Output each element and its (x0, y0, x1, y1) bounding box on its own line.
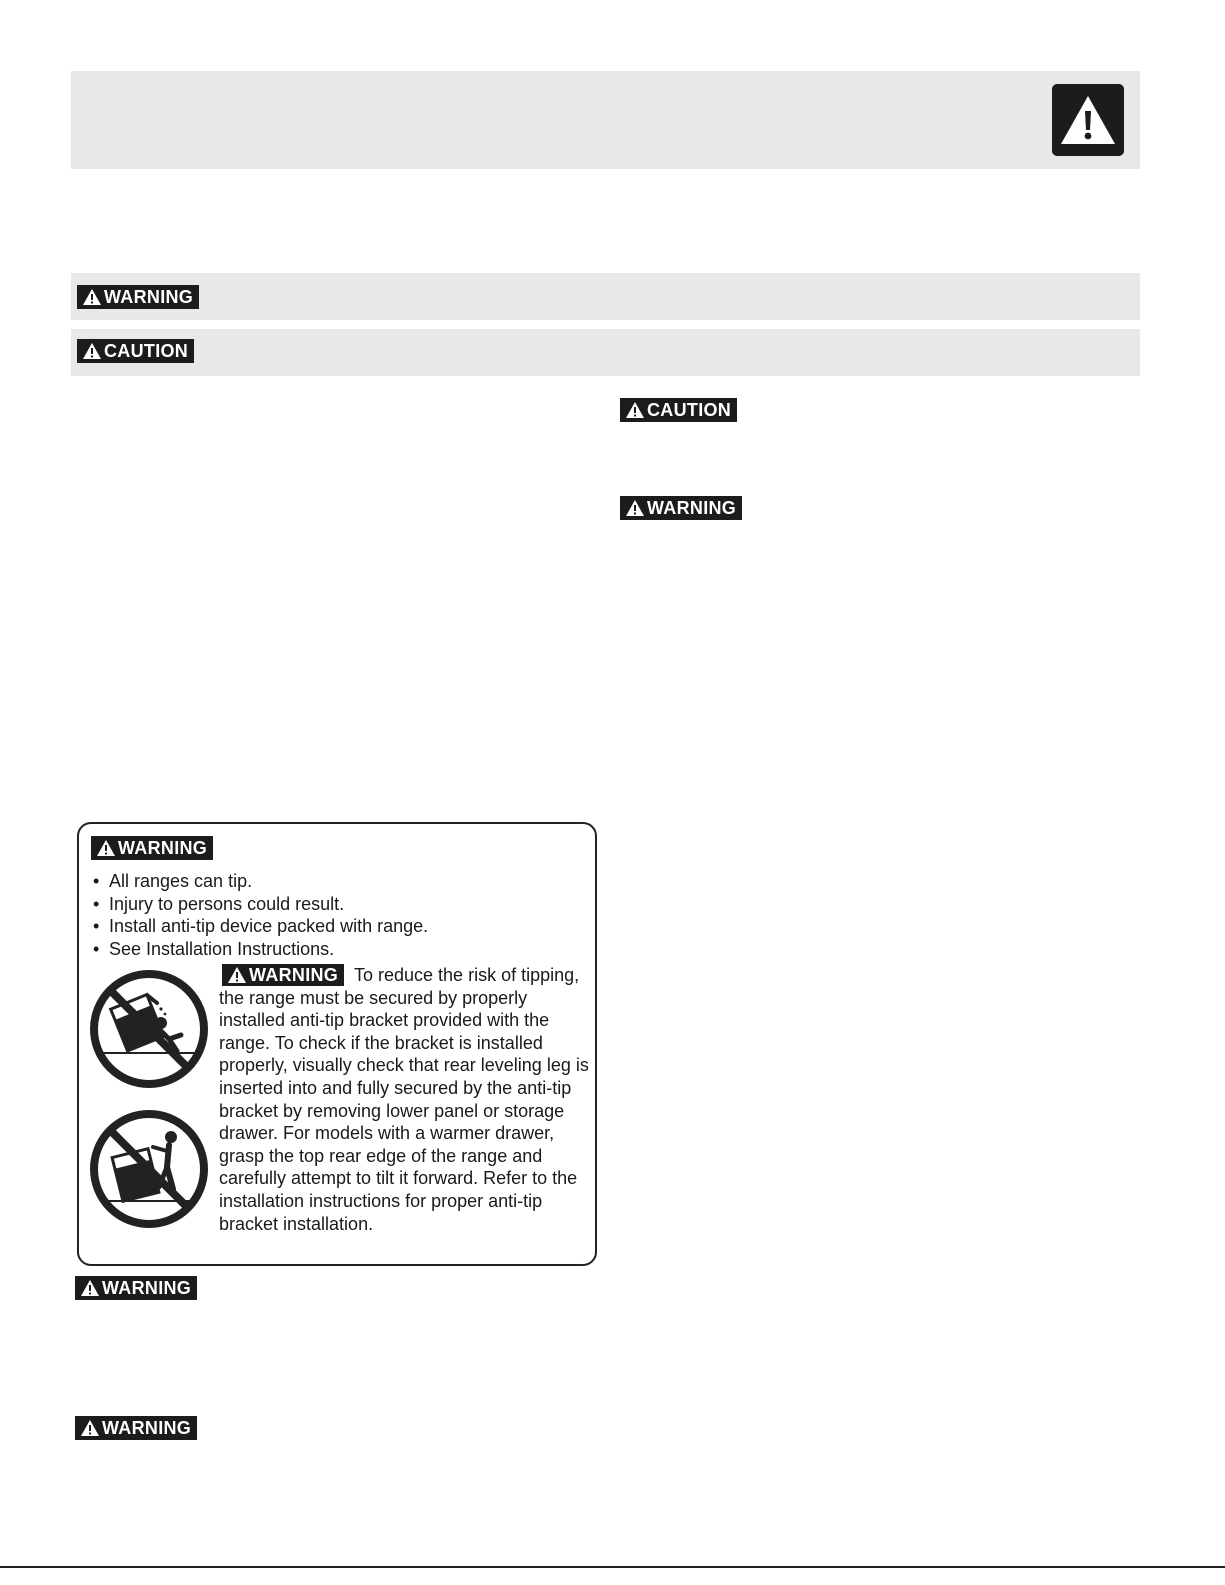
range-tipping-prohibited-icon (87, 967, 211, 1091)
label-inline-warning-text: WARNING (249, 964, 339, 985)
warning-badge-right (620, 496, 742, 520)
warning-badge-right-label: WARNING (647, 497, 737, 518)
range-climbing-prohibited-icon (87, 1107, 211, 1231)
list-item: • Install anti-tip device packed with range. (93, 915, 428, 938)
caution-badge (77, 339, 194, 363)
label-warning-badge (91, 836, 213, 860)
warning-definition-band (71, 273, 1140, 320)
caution-badge-right-label: CAUTION (647, 399, 732, 420)
list-item: • Injury to persons could result. (93, 893, 428, 916)
list-item: • See Installation Instructions. (93, 938, 428, 961)
label-warning-text: WARNING (118, 837, 208, 858)
header-band (71, 71, 1140, 169)
warning-triangle-icon (82, 342, 102, 360)
warning-triangle-icon (625, 499, 645, 517)
warning-triangle-icon (80, 1279, 100, 1297)
warning-badge-lower-1 (75, 1276, 197, 1300)
label-bullet-list (93, 870, 428, 960)
warning-triangle-icon (625, 401, 645, 419)
caution-badge-right (620, 398, 737, 422)
anti-tip-instructions: To reduce the risk of tipping, the range must be secured by properly installed anti-tip bracket provided with the range. To check if the bracket is installed properly, visually check that rear leveling leg is inserted into and fully secured by the anti-tip bracket by removing lower panel or storage drawer. For models with a warmer drawer, grasp the top rear edge of the range and carefully attempt to tilt it forward. Refer to the installation instructions for proper anti-tip bracket installation. (219, 965, 589, 1234)
footer-rule (0, 1566, 1225, 1568)
warning-triangle-icon (96, 839, 116, 857)
warning-badge (77, 285, 199, 309)
warning-triangle-icon (80, 1419, 100, 1437)
anti-tip-warning-label (77, 822, 597, 1266)
warning-badge-lower-1-label: WARNING (102, 1277, 192, 1298)
warning-badge-label: WARNING (104, 286, 194, 307)
list-item: • All ranges can tip. (93, 870, 428, 893)
exclamation-warning-icon (1052, 84, 1124, 156)
caution-definition-band (71, 329, 1140, 376)
warning-badge-lower-2 (75, 1416, 197, 1440)
warning-triangle-icon (82, 288, 102, 306)
warning-badge-lower-2-label: WARNING (102, 1417, 192, 1438)
caution-badge-label: CAUTION (104, 340, 189, 361)
